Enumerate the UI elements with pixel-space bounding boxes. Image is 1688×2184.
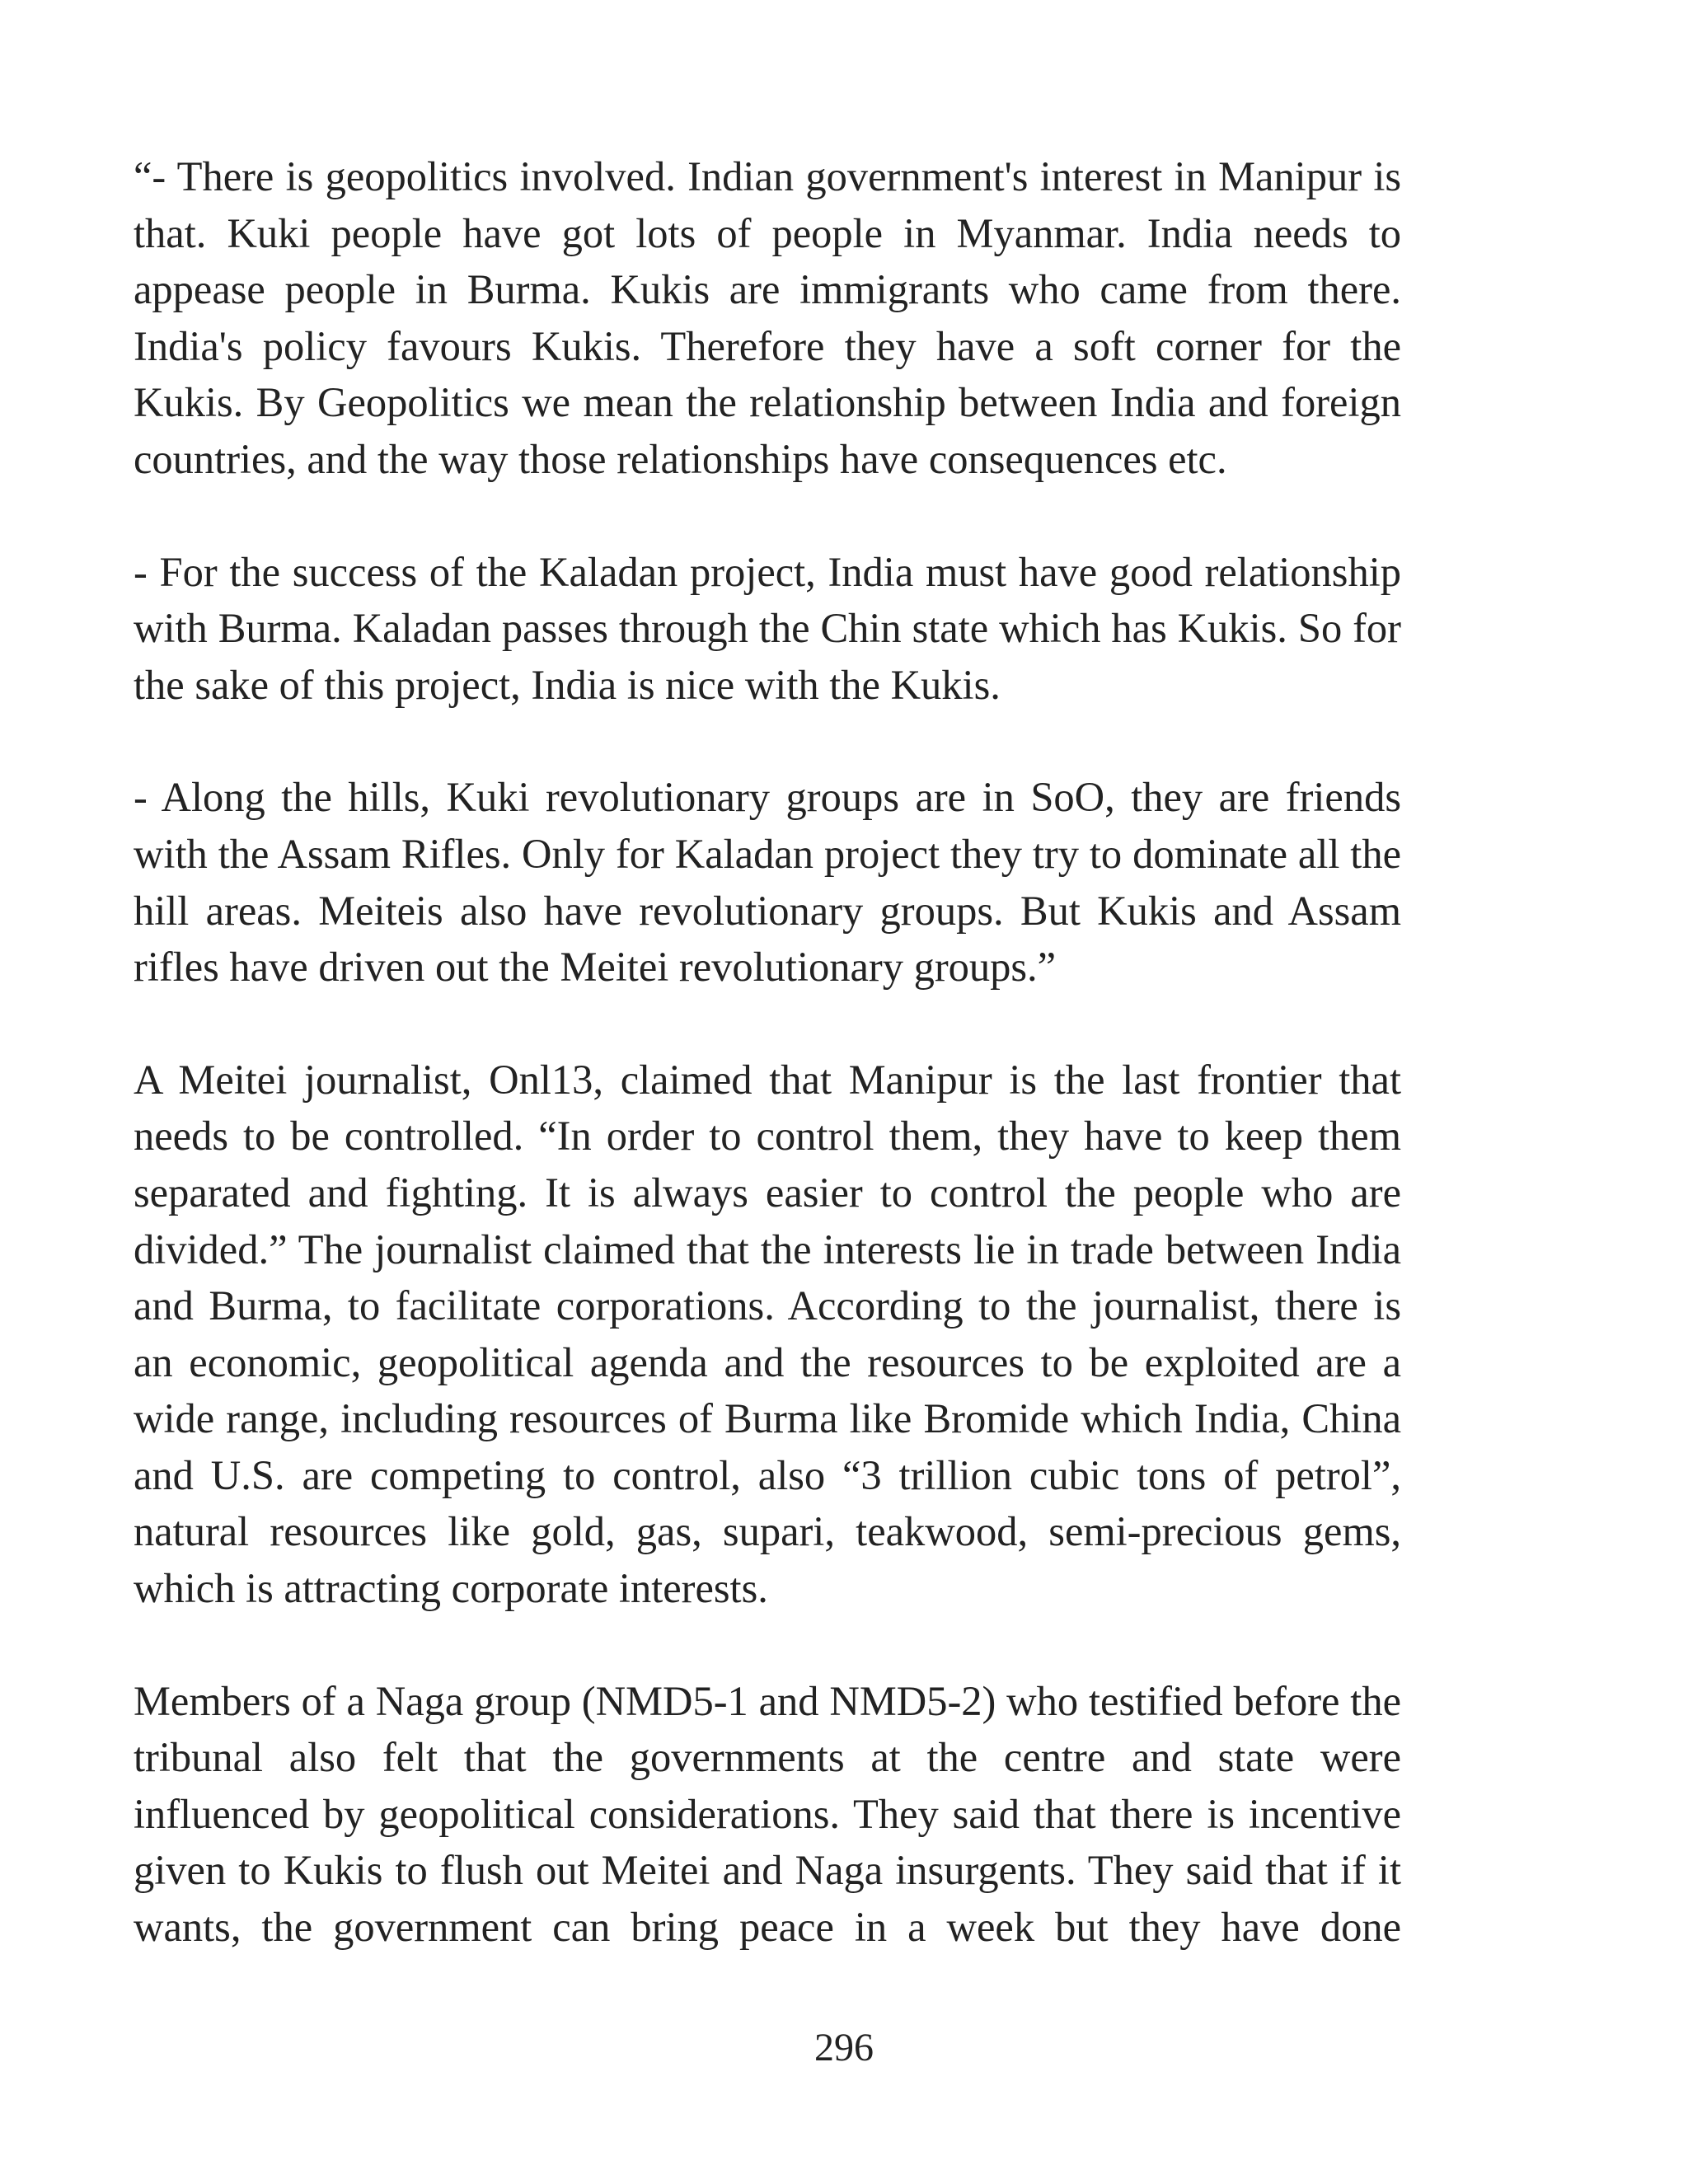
paragraph-geopolitics-quote: “- There is geopolitics involved. Indian government's interest in Manipur is that. Kuki people have got lots of people in Myanmar. India needs to appease people in Burma. Kukis are immigrants who came from there. India's policy favours Kukis. Therefore they have a soft corner for the Kukis. By Geopolitics we mean the relationship between India and foreign countries, and the way those relationships have consequences etc. [134, 153, 1401, 482]
page-number: 296 [814, 2026, 874, 2069]
paragraph-journalist-testimony: A Meitei journalist, Onl13, claimed that Manipur is the last frontier that needs to be controlled. “In order to control them, they have to keep them separated and fighting. It is always easier to control the people who are divided.” The journalist claimed that the interests lie in trade between India and Burma, to facilitate corporations. According to the journalist, there is an economic, geopolitical agenda and the resources to be exploited are a wide range, including resources of Burma like Bromide which India, China and U.S. are competing to control, also “3 trillion cubic tons of petrol”, natural resources like gold, gas, supari, teakwood, semi-precious gems, which is attracting corporate interests. [134, 1056, 1401, 1612]
paragraph-kaladan-project: - For the success of the Kaladan project, India must have good relationship with Burma. Kaladan passes through the Chin state which has Kukis. So for the sake of this project, India is nice with the Kukis. [134, 548, 1401, 708]
paragraph-hill-revolutionary-groups: - Along the hills, Kuki revolutionary groups are in SoO, they are friends with the Assam Rifles. Only for Kaladan project they try to dominate all the hill areas. Meiteis also have revolutionary groups. But Kukis and Assam rifles have driven out the Meitei revolutionary groups.” [134, 774, 1401, 991]
page-body [134, 148, 1401, 1956]
paragraph-naga-group-testimony: Members of a Naga group (NMD5-1 and NMD5-2) who testified before the tribunal also felt that the governments at the centre and state were influenced by geopolitical considerations. They said that there is incentive given to Kukis to flush out Meitei and Naga insurgents. They said that if it wants, the government can bring peace in a week but they have done [134, 1677, 1401, 1951]
